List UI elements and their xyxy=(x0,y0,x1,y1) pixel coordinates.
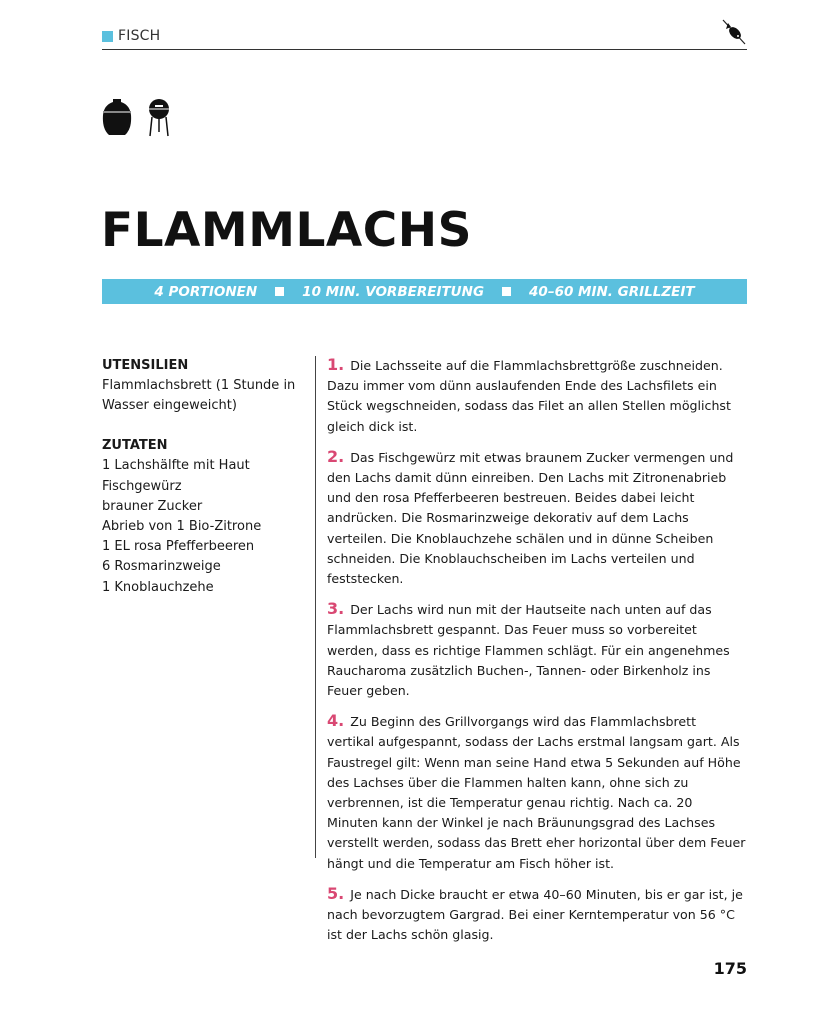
ingredient-item: Abrieb von 1 Bio-Zitrone xyxy=(102,519,262,535)
step xyxy=(327,447,747,589)
recipe-info-bar xyxy=(102,279,747,304)
ingredients-heading: ZUTATEN xyxy=(102,438,168,454)
utensils-section xyxy=(102,356,302,416)
ingredients-section xyxy=(102,436,302,597)
fish-on-skewer-icon xyxy=(721,18,747,46)
utensil-line: Wasser eingeweicht) xyxy=(102,398,237,414)
section-label: FISCH xyxy=(118,28,161,44)
kettle-grill-icon xyxy=(148,98,170,138)
grill-type-icons xyxy=(102,98,170,138)
step-number: 5. xyxy=(327,883,345,903)
ingredient-item: brauner Zucker xyxy=(102,498,203,514)
step-text: Der Lachs wird nun mit der Hautseite nach unten auf das Flammlachsbrett gespannt. Das Feuer muss so vorbereitet werden, dass es richtige Flammen schlägt. Für ein angenehmes Raucharoma zusätzlich Buchen-, Tannen- oder Birkenholz ins Feuer geben. xyxy=(327,602,730,699)
step-number: 1. xyxy=(327,355,345,374)
page-header xyxy=(102,22,747,50)
ingredient-item: 1 Lachshälfte mit Haut xyxy=(102,458,250,474)
recipe-title: FLAMMLACHS xyxy=(101,203,472,258)
step xyxy=(327,599,747,701)
section-tag xyxy=(102,28,160,44)
ingredient-item: 1 EL rosa Pfefferbeeren xyxy=(102,539,255,555)
step-number: 3. xyxy=(327,599,345,619)
instructions xyxy=(327,355,747,955)
separator-square xyxy=(502,287,511,296)
step-number: 2. xyxy=(327,446,345,466)
step-number: 4. xyxy=(327,711,345,731)
kamado-grill-icon xyxy=(102,98,132,138)
grill-time: 40–60 MIN. GRILLZEIT xyxy=(529,283,695,300)
step-text: Zu Beginn des Grillvorgangs wird das Flammlachsbrett vertikal aufgespannt, sodass der Lachs erstmal langsam gart. Als Faustregel gilt: Wenn man seine Hand etwa 5 Sekunden auf Höhe des Lachses über die Flammen halten kann, ohne sich zu verbrennen, ist die Temperatur genau richtig. Nach ca. 20 Minuten kann der Winkel je nach Bräunungsgrad des Lachses verstellt werden, sodass das Brett eher horizontal über dem Feuer hängt und die Temperatur am Fisch höher ist. xyxy=(327,714,746,871)
ingredients-column xyxy=(102,356,302,598)
step xyxy=(327,711,747,874)
section-color-square xyxy=(102,31,113,42)
column-divider xyxy=(315,356,316,858)
ingredient-item: 1 Knoblauchzehe xyxy=(102,579,214,595)
utensil-line: Flammlachsbrett (1 Stunde in xyxy=(102,378,296,393)
ingredient-item: 6 Rosmarinzweige xyxy=(102,559,221,575)
step-text: Das Fischgewürz mit etwas braunem Zucker vermengen und den Lachs damit dünn einreiben. Den Lachs mit Zitronenabrieb und den rosa Pfefferbeeren bestreuen. Beides dabei leicht andrücken. Die Rosmarinzweige dekorativ auf dem Lachs verteilen. Die Knoblauchzehe schälen und in dünne Scheiben schneiden. Die Knoblauchscheiben im Lachs verteilen und feststecken. xyxy=(327,449,734,587)
prep-time: 10 MIN. VORBEREITUNG xyxy=(302,283,485,300)
ingredient-item: Fischgewürz xyxy=(102,478,182,494)
utensils-heading: UTENSILIEN xyxy=(102,358,189,373)
step xyxy=(327,884,747,946)
servings: 4 PORTIONEN xyxy=(154,283,258,300)
step-text: Je nach Dicke braucht er etwa 40–60 Minuten, bis er gar ist, je nach bevorzugtem Gargrad. Bei einer Kerntemperatur von 56 °C ist der Lachs schön glasig. xyxy=(327,886,743,943)
step xyxy=(327,355,747,437)
page-number: 175 xyxy=(713,959,747,978)
step-text: Die Lachsseite auf die Flammlachsbrettgröße zuschneiden. Dazu immer vom dünn auslaufenden Ende des Lachsfilets ein Stück wegschneiden, sodass das Filet an allen Stellen möglichst gleich dick ist. xyxy=(327,358,731,434)
separator-square xyxy=(275,287,284,296)
